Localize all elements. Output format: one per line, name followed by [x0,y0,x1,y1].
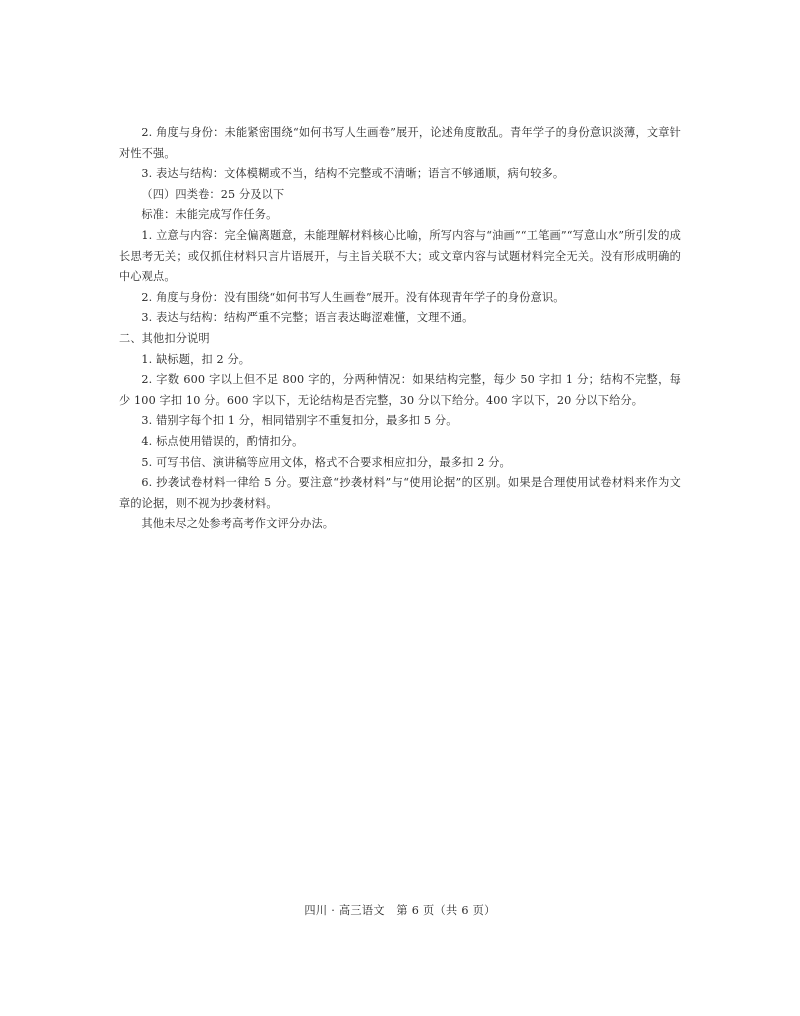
closing-note: 其他未尽之处参考高考作文评分办法。 [141,517,335,531]
rule-plagiarism: 6. 抄袭试卷材料一律给 5 分。要注意“抄袭材料”与“使用论据”的区别。如果是合理使用试卷材料来作为文章的论据，则不视为抄袭材料。 [119,476,681,510]
paragraph-theme-content-4: 1. 立意与内容：完全偏离题意，未能理解材料核心比喻，所写内容与“油画”“工笔画”“写意山水”所引发的成长思考无关；或仅抓住材料只言片语展开，与主旨关联不大；或文章内容与试题材料完全无关。没有形成明确的中心观点。 [119,228,681,284]
rule-applied-genres: 5. 可写书信、演讲稿等应用文体，格式不合要求相应扣分，最多扣 2 分。 [141,455,511,469]
paragraph-expression-structure-4: 3. 表达与结构：结构严重不完整；语言表达晦涩难懂，文理不通。 [141,311,474,325]
rule-word-count: 2. 字数 600 字以上但不足 800 字的，分两种情况：如果结构完整，每少 50 字扣 1 分；结构不完整，每少 100 字扣 10 分。600 字以下，无论结构是否完整，30 分以下给分。400 字以下，20 分以下给分。 [119,373,681,407]
section-heading-class-4: （四）四类卷：25 分及以下 [141,187,285,201]
paragraph-expression-structure-3: 3. 表达与结构：文体模糊或不当，结构不完整或不清晰；语言不够通顺，病句较多。 [141,167,565,181]
section-heading-other-deductions: 二、其他扣分说明 [119,331,210,345]
page-footer: 四川 · 高三语文 第 6 页（共 6 页） [304,904,496,917]
rule-missing-title: 1. 缺标题，扣 2 分。 [141,352,251,366]
rule-typos: 3. 错别字每个扣 1 分，相同错别字不重复扣分，最多扣 5 分。 [141,414,458,428]
paragraph-angle-identity-4: 2. 角度与身份：没有围绕“如何书写人生画卷”展开。没有体现青年学子的身份意识。 [141,290,565,304]
rule-punctuation: 4. 标点使用错误的，酌情扣分。 [141,434,304,448]
paragraph-angle-identity-3: 2. 角度与身份：未能紧密围绕“如何书写人生画卷”展开，论述角度散乱。青年学子的身份意识淡薄，文章针对性不强。 [119,126,681,160]
paragraph-standard-4: 标准：未能完成写作任务。 [141,208,278,222]
page-body [119,123,681,535]
